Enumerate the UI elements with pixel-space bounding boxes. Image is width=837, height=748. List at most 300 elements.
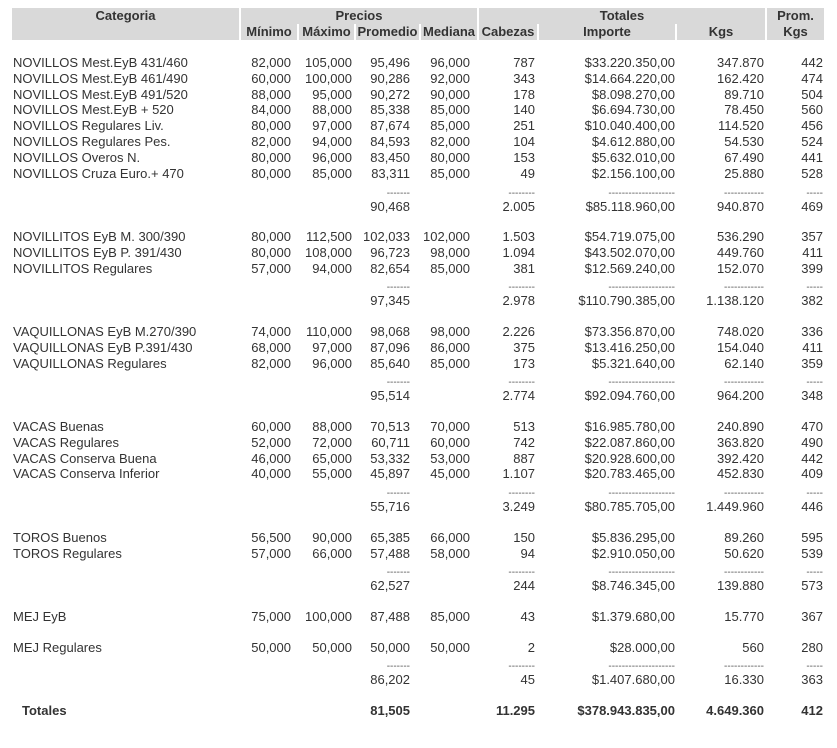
promedio-cell: 85,338 (370, 102, 410, 117)
mediana-cell: 85,000 (430, 609, 470, 624)
category-cell: VACAS Regulares (13, 435, 119, 450)
kgs-cell: 240.890 (717, 419, 764, 434)
maximo-cell: 85,000 (312, 166, 352, 181)
separator-dashes: -------------------- (608, 282, 675, 293)
category-cell: VACAS Conserva Buena (13, 451, 157, 466)
kgs-cell: 67.490 (724, 150, 764, 165)
separator-dashes: -------- (508, 661, 535, 672)
category-cell: NOVILLITOS EyB M. 300/390 (13, 229, 186, 244)
kgs-cell: 152.070 (717, 261, 764, 276)
mediana-cell: 82,000 (430, 134, 470, 149)
separator-dashes: ------- (386, 661, 410, 672)
prom-kgs-cell: 504 (801, 87, 823, 102)
table-row (0, 87, 837, 103)
mediana-cell: 85,000 (430, 102, 470, 117)
table-row (0, 71, 837, 87)
subtotal-prom-kgs-cell: 573 (801, 578, 823, 593)
table-row (0, 134, 837, 150)
kgs-cell: 449.760 (717, 245, 764, 260)
importe-cell: $43.502.070,00 (584, 245, 675, 260)
importe-cell: $22.087.860,00 (584, 435, 675, 450)
separator-dashes: ------------ (724, 661, 764, 672)
prom-kgs-cell: 524 (801, 134, 823, 149)
header-maximo: Máximo (299, 24, 354, 40)
maximo-cell: 88,000 (312, 419, 352, 434)
subtotal-cabezas-cell: 3.249 (502, 499, 535, 514)
promedio-cell: 87,488 (370, 609, 410, 624)
subtotal-importe-cell: $85.118.960,00 (585, 199, 675, 214)
table-row (0, 340, 837, 356)
category-cell: NOVILLITOS EyB P. 391/430 (13, 245, 182, 260)
promedio-cell: 57,488 (370, 546, 410, 561)
category-cell: MEJ EyB (13, 609, 67, 624)
cabezas-cell: 1.107 (502, 466, 535, 481)
importe-cell: $6.694.730,00 (591, 102, 675, 117)
separator-dashes: ----- (806, 488, 823, 499)
kgs-cell: 54.530 (724, 134, 764, 149)
kgs-cell: 536.290 (717, 229, 764, 244)
separator-dashes: ----- (806, 377, 823, 388)
importe-cell: $28.000,00 (609, 640, 675, 655)
separator-dashes: -------------------- (608, 188, 675, 199)
cabezas-cell: 787 (513, 55, 535, 70)
separator-dashes: -------- (508, 282, 535, 293)
maximo-cell: 94,000 (312, 134, 352, 149)
promedio-cell: 65,385 (370, 530, 410, 545)
promedio-cell: 83,311 (371, 166, 410, 181)
importe-cell: $20.783.465,00 (584, 466, 675, 481)
category-cell: NOVILLOS Mest.EyB 461/490 (13, 71, 188, 86)
kgs-cell: 347.870 (717, 55, 764, 70)
maximo-cell: 65,000 (312, 451, 352, 466)
importe-cell: $5.836.295,00 (591, 530, 675, 545)
prom-kgs-cell: 359 (801, 356, 823, 371)
cabezas-cell: 49 (520, 166, 535, 181)
minimo-cell: 82,000 (251, 356, 291, 371)
table-row (0, 229, 837, 245)
mediana-cell: 102,000 (423, 229, 470, 244)
minimo-cell: 50,000 (251, 640, 291, 655)
mediana-cell: 92,000 (430, 71, 470, 86)
prom-kgs-cell: 539 (801, 546, 823, 561)
kgs-cell: 162.420 (717, 71, 764, 86)
promedio-cell: 98,068 (370, 324, 410, 339)
cabezas-cell: 94 (520, 546, 535, 561)
promedio-cell: 102,033 (363, 229, 410, 244)
separator-dashes: ----- (806, 661, 823, 672)
separator-dashes: -------- (508, 377, 535, 388)
promedio-cell: 90,286 (370, 71, 410, 86)
maximo-cell: 90,000 (312, 530, 352, 545)
promedio-cell: 95,496 (370, 55, 410, 70)
mediana-cell: 85,000 (430, 166, 470, 181)
maximo-cell: 105,000 (305, 55, 352, 70)
mediana-cell: 90,000 (430, 87, 470, 102)
minimo-cell: 74,000 (251, 324, 291, 339)
mediana-cell: 85,000 (430, 118, 470, 133)
table-row (0, 546, 837, 562)
maximo-cell: 108,000 (305, 245, 352, 260)
maximo-cell: 50,000 (312, 640, 352, 655)
maximo-cell: 72,000 (312, 435, 352, 450)
table-row (0, 261, 837, 277)
minimo-cell: 80,000 (251, 118, 291, 133)
subtotal-promedio-cell: 97,345 (370, 293, 410, 308)
category-cell: VACAS Buenas (13, 419, 104, 434)
category-cell: TOROS Buenos (13, 530, 107, 545)
maximo-cell: 96,000 (312, 150, 352, 165)
importe-cell: $5.321.640,00 (591, 356, 675, 371)
subtotal-importe-cell: $1.407.680,00 (591, 672, 675, 687)
separator-dashes: ------------ (724, 282, 764, 293)
kgs-cell: 50.620 (724, 546, 764, 561)
separator-dashes: ------- (386, 567, 410, 578)
promedio-cell: 53,332 (370, 451, 410, 466)
subtotal-kgs-cell: 940.870 (717, 199, 764, 214)
importe-cell: $4.612.880,00 (591, 134, 675, 149)
subtotal-promedio-cell: 55,716 (370, 499, 410, 514)
minimo-cell: 80,000 (251, 166, 291, 181)
minimo-cell: 84,000 (251, 102, 291, 117)
category-cell: VACAS Conserva Inferior (13, 466, 160, 481)
maximo-cell: 96,000 (312, 356, 352, 371)
maximo-cell: 100,000 (305, 71, 352, 86)
category-cell: VAQUILLONAS Regulares (13, 356, 167, 371)
importe-cell: $8.098.270,00 (591, 87, 675, 102)
kgs-cell: 15.770 (724, 609, 764, 624)
cabezas-cell: 1.094 (502, 245, 535, 260)
prom-kgs-cell: 456 (801, 118, 823, 133)
separator-dashes: ------- (386, 377, 410, 388)
cabezas-cell: 381 (513, 261, 535, 276)
maximo-cell: 88,000 (312, 102, 352, 117)
minimo-cell: 56,500 (251, 530, 291, 545)
maximo-cell: 110,000 (305, 324, 352, 339)
minimo-cell: 82,000 (251, 134, 291, 149)
category-cell: NOVILLOS Mest.EyB 431/460 (13, 55, 188, 70)
promedio-cell: 87,096 (370, 340, 410, 355)
kgs-cell: 25.880 (724, 166, 764, 181)
kgs-cell: 363.820 (717, 435, 764, 450)
cabezas-cell: 375 (513, 340, 535, 355)
mediana-cell: 96,000 (430, 55, 470, 70)
minimo-cell: 57,000 (251, 261, 291, 276)
kgs-cell: 89.260 (724, 530, 764, 545)
cabezas-cell: 104 (513, 134, 535, 149)
table-row (0, 356, 837, 372)
subtotal-row (0, 293, 837, 309)
subtotal-row (0, 672, 837, 688)
kgs-cell: 78.450 (724, 102, 764, 117)
maximo-cell: 94,000 (312, 261, 352, 276)
importe-cell: $14.664.220,00 (584, 71, 675, 86)
mediana-cell: 98,000 (430, 324, 470, 339)
minimo-cell: 60,000 (251, 419, 291, 434)
importe-cell: $5.632.010,00 (591, 150, 675, 165)
importe-cell: $12.569.240,00 (584, 261, 675, 276)
mediana-cell: 85,000 (430, 261, 470, 276)
category-cell: NOVILLITOS Regulares (13, 261, 153, 276)
prom-kgs-cell: 367 (801, 609, 823, 624)
category-cell: NOVILLOS Regulares Pes. (13, 134, 171, 149)
promedio-cell: 60,711 (371, 435, 410, 450)
prom-kgs-cell: 336 (801, 324, 823, 339)
mediana-cell: 60,000 (430, 435, 470, 450)
table-row (0, 419, 837, 435)
separator-dashes: ------- (386, 188, 410, 199)
importe-cell: $10.040.400,00 (584, 118, 675, 133)
subtotal-cabezas-cell: 45 (520, 672, 535, 687)
separator-dashes: ----- (806, 188, 823, 199)
subtotal-kgs-cell: 139.880 (717, 578, 764, 593)
category-cell: MEJ Regulares (13, 640, 102, 655)
separator-dashes: -------------------- (608, 661, 675, 672)
subtotal-row (0, 499, 837, 515)
table-row (0, 150, 837, 166)
table-row (0, 466, 837, 482)
separator-dashes: ------------ (724, 567, 764, 578)
prom-kgs-cell: 441 (801, 150, 823, 165)
minimo-cell: 40,000 (251, 466, 291, 481)
table-row (0, 102, 837, 118)
maximo-cell: 112,500 (305, 229, 352, 244)
mediana-cell: 45,000 (430, 466, 470, 481)
minimo-cell: 88,000 (251, 87, 291, 102)
separator-dashes: ------------ (724, 377, 764, 388)
subtotal-importe-cell: $92.094.760,00 (584, 388, 675, 403)
category-cell: NOVILLOS Cruza Euro.+ 470 (13, 166, 184, 181)
header-prom-kgs: Kgs (767, 24, 824, 40)
subtotal-promedio-cell: 90,468 (370, 199, 410, 214)
header-cabezas: Cabezas (479, 24, 537, 40)
separator-dashes: -------- (508, 488, 535, 499)
prom-kgs-cell: 442 (801, 451, 823, 466)
importe-cell: $54.719.075,00 (584, 229, 675, 244)
table-row (0, 609, 837, 625)
maximo-cell: 95,000 (312, 87, 352, 102)
subtotal-kgs-cell: 1.138.120 (706, 293, 764, 308)
separator-dashes: -------------------- (608, 488, 675, 499)
prom-kgs-cell: 474 (801, 71, 823, 86)
importe-cell: $73.356.870,00 (584, 324, 675, 339)
mediana-cell: 50,000 (430, 640, 470, 655)
cabezas-cell: 2.226 (502, 324, 535, 339)
category-cell: VAQUILLONAS EyB M.270/390 (13, 324, 197, 339)
kgs-cell: 392.420 (717, 451, 764, 466)
table-row (0, 530, 837, 546)
separator-dashes: ----- (806, 282, 823, 293)
header-totales: Totales (479, 8, 765, 24)
subtotal-cabezas-cell: 244 (513, 578, 535, 593)
promedio-cell: 96,723 (370, 245, 410, 260)
mediana-cell: 53,000 (430, 451, 470, 466)
subtotal-kgs-cell: 16.330 (724, 672, 764, 687)
cabezas-cell: 43 (520, 609, 535, 624)
promedio-cell: 83,450 (370, 150, 410, 165)
prom-kgs-cell: 411 (802, 245, 823, 260)
prom-kgs-cell: 490 (801, 435, 823, 450)
header-categoria: Categoria (12, 8, 239, 24)
totals-cabezas-cell: 11.295 (495, 703, 535, 718)
subtotal-row (0, 199, 837, 215)
minimo-cell: 46,000 (251, 451, 291, 466)
table-row (0, 166, 837, 182)
promedio-cell: 84,593 (370, 134, 410, 149)
minimo-cell: 80,000 (251, 150, 291, 165)
separator-dashes: -------- (508, 567, 535, 578)
importe-cell: $2.156.100,00 (591, 166, 675, 181)
table-row (0, 324, 837, 340)
separator-dashes: ----- (806, 567, 823, 578)
header-mediana: Mediana (422, 24, 475, 39)
header-blank (12, 24, 239, 40)
subtotal-importe-cell: $8.746.345,00 (591, 578, 675, 593)
prom-kgs-cell: 595 (801, 530, 823, 545)
subtotal-promedio-cell: 86,202 (370, 672, 410, 687)
subtotal-prom-kgs-cell: 382 (801, 293, 823, 308)
subtotal-importe-cell: $80.785.705,00 (584, 499, 675, 514)
subtotal-row (0, 578, 837, 594)
cabezas-cell: 178 (513, 87, 535, 102)
maximo-cell: 100,000 (305, 609, 352, 624)
mediana-cell: 70,000 (430, 419, 470, 434)
subtotal-importe-cell: $110.790.385,00 (578, 293, 675, 308)
table-row (0, 640, 837, 656)
importe-cell: $20.928.600,00 (584, 451, 675, 466)
cabezas-cell: 140 (513, 102, 535, 117)
importe-cell: $1.379.680,00 (591, 609, 675, 624)
maximo-cell: 97,000 (312, 340, 352, 355)
minimo-cell: 80,000 (251, 229, 291, 244)
kgs-cell: 748.020 (717, 324, 764, 339)
separator-dashes: -------- (508, 188, 535, 199)
promedio-cell: 85,640 (370, 356, 410, 371)
mediana-cell: 98,000 (430, 245, 470, 260)
promedio-cell: 90,272 (370, 87, 410, 102)
subtotal-promedio-cell: 62,527 (370, 578, 410, 593)
promedio-cell: 87,674 (370, 118, 410, 133)
separator-dashes: ------------ (724, 188, 764, 199)
subtotal-promedio-cell: 95,514 (370, 388, 410, 403)
subtotal-kgs-cell: 1.449.960 (706, 499, 764, 514)
prom-kgs-cell: 399 (801, 261, 823, 276)
kgs-cell: 560 (742, 640, 764, 655)
category-cell: TOROS Regulares (13, 546, 122, 561)
mediana-cell: 80,000 (430, 150, 470, 165)
kgs-cell: 62.140 (724, 356, 764, 371)
prom-kgs-cell: 357 (801, 229, 823, 244)
maximo-cell: 66,000 (312, 546, 352, 561)
separator-dashes: ------------ (724, 488, 764, 499)
minimo-cell: 52,000 (251, 435, 291, 450)
header-importe: Importe (539, 24, 675, 40)
kgs-cell: 452.830 (717, 466, 764, 481)
subtotal-prom-kgs-cell: 363 (801, 672, 823, 687)
kgs-cell: 114.520 (717, 118, 764, 133)
cabezas-cell: 513 (513, 419, 535, 434)
table-row (0, 245, 837, 261)
importe-cell: $2.910.050,00 (591, 546, 675, 561)
minimo-cell: 60,000 (251, 71, 291, 86)
cabezas-cell: 173 (513, 356, 535, 371)
promedio-cell: 70,513 (370, 419, 410, 434)
importe-cell: $13.416.250,00 (584, 340, 675, 355)
table-row (0, 55, 837, 71)
totals-kgs-cell: 4.649.360 (706, 703, 764, 718)
mediana-cell: 85,000 (430, 356, 470, 371)
separator-dashes: -------------------- (608, 567, 675, 578)
header-kgs: Kgs (677, 24, 765, 40)
separator-dashes: ------- (386, 488, 410, 499)
cabezas-cell: 150 (513, 530, 535, 545)
importe-cell: $33.220.350,00 (584, 55, 675, 70)
totals-label: Totales (22, 703, 67, 718)
totals-prom-kgs-cell: 412 (801, 703, 823, 718)
subtotal-prom-kgs-cell: 469 (801, 199, 823, 214)
subtotal-cabezas-cell: 2.978 (502, 293, 535, 308)
subtotal-row (0, 388, 837, 404)
table-row (0, 118, 837, 134)
category-cell: NOVILLOS Overos N. (13, 150, 141, 165)
mediana-cell: 66,000 (430, 530, 470, 545)
subtotal-prom-kgs-cell: 348 (801, 388, 823, 403)
mediana-cell: 58,000 (430, 546, 470, 561)
importe-cell: $16.985.780,00 (584, 419, 675, 434)
prom-kgs-cell: 409 (801, 466, 823, 481)
minimo-cell: 68,000 (251, 340, 291, 355)
promedio-cell: 45,897 (370, 466, 410, 481)
cabezas-cell: 742 (513, 435, 535, 450)
header-minimo: Mínimo (241, 24, 297, 40)
prom-kgs-cell: 411 (802, 340, 823, 355)
maximo-cell: 55,000 (312, 466, 352, 481)
subtotal-kgs-cell: 964.200 (717, 388, 764, 403)
table-row (0, 435, 837, 451)
totals-promedio-cell: 81,505 (370, 703, 410, 718)
header-prom: Prom. (767, 8, 824, 24)
promedio-cell: 82,654 (370, 261, 410, 276)
cabezas-cell: 887 (513, 451, 535, 466)
minimo-cell: 57,000 (251, 546, 291, 561)
prom-kgs-cell: 280 (801, 640, 823, 655)
mediana-cell: 86,000 (430, 340, 470, 355)
separator-dashes: -------------------- (608, 377, 675, 388)
promedio-cell: 50,000 (370, 640, 410, 655)
cabezas-cell: 343 (513, 71, 535, 86)
totals-row (0, 703, 837, 719)
prom-kgs-cell: 528 (801, 166, 823, 181)
cabezas-cell: 153 (513, 150, 535, 165)
header-precios: Precios (241, 8, 477, 24)
category-cell: NOVILLOS Mest.EyB + 520 (13, 102, 174, 117)
prom-kgs-cell: 560 (801, 102, 823, 117)
maximo-cell: 97,000 (312, 118, 352, 133)
subtotal-cabezas-cell: 2.774 (502, 388, 535, 403)
minimo-cell: 82,000 (251, 55, 291, 70)
prom-kgs-cell: 442 (801, 55, 823, 70)
cabezas-cell: 251 (513, 118, 535, 133)
prom-kgs-cell: 470 (801, 419, 823, 434)
table-row (0, 451, 837, 467)
cabezas-cell: 2 (527, 640, 535, 655)
minimo-cell: 75,000 (251, 609, 291, 624)
header-promedio: Promedio (357, 24, 418, 39)
subtotal-prom-kgs-cell: 446 (801, 499, 823, 514)
category-cell: NOVILLOS Regulares Liv. (13, 118, 164, 133)
category-cell: VAQUILLONAS EyB P.391/430 (13, 340, 193, 355)
subtotal-cabezas-cell: 2.005 (502, 199, 535, 214)
totals-importe-cell: $378.943.835,00 (577, 703, 675, 718)
